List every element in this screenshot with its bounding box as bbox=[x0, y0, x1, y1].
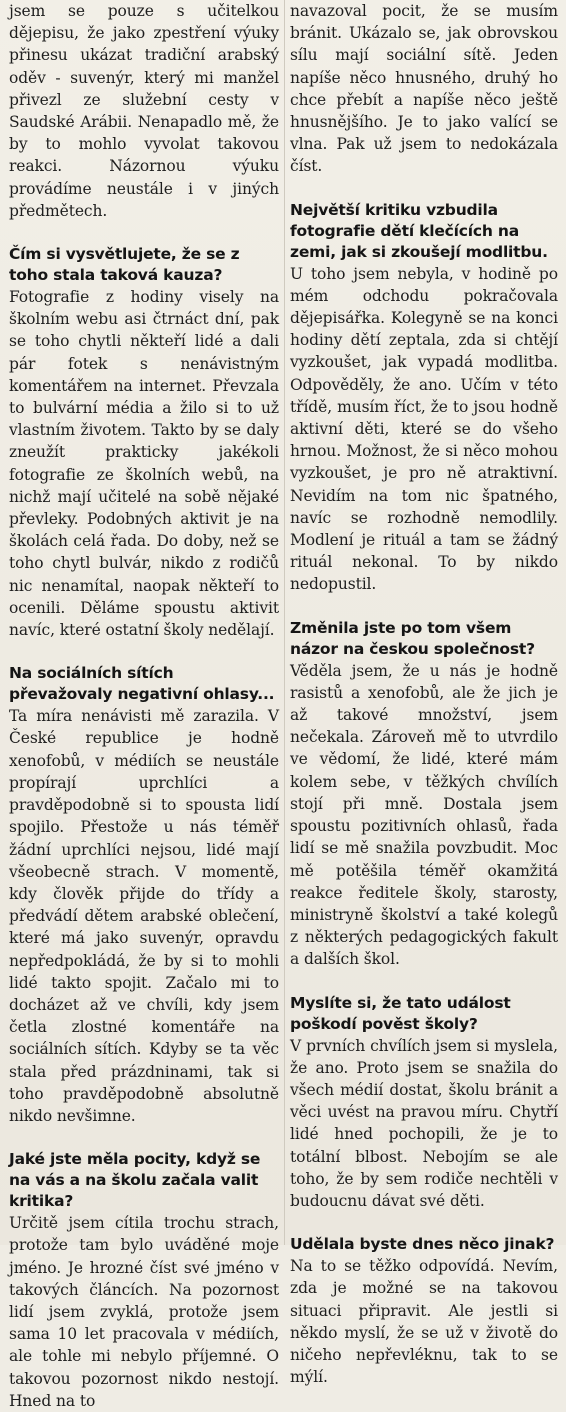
qa-block bbox=[9, 1149, 279, 1412]
answer-text: navazoval pocit, že se musím bránit. Ukázalo se, jak obrovskou sílu mají sociální sítě. Jeden napíše něco hnusného, druhý ho chce přebít a napíše něco ještě hnusnějšího. Je to jako valící se vlna. Pak už jsem to nedokázala číst. bbox=[290, 2, 558, 176]
qa-block bbox=[9, 244, 279, 641]
qa-block bbox=[290, 618, 558, 971]
qa-block bbox=[290, 1234, 558, 1388]
qa-block bbox=[9, 663, 279, 1127]
question-heading: Na sociálních sítích převažovaly negativní ohlasy... bbox=[9, 664, 275, 704]
question-heading: Největší kritiku vzbudila fotografie dětí klečících na zemi, jak si zkoušejí modlitbu. bbox=[290, 200, 548, 261]
left-column bbox=[9, 0, 279, 1410]
answer-text: Ta míra nenávisti mě zarazila. V České republice je hodně xenofobů, v médiích se neustále propírají uprchlíci a pravděpodobně si to spousta lidí spojilo. Přestože u nás téměř žádní uprchlíci nejsou, lidé mají všeobecně strach. V momentě, kdy člověk přijde do třídy a předvádí dětem arabské oblečení, které má jako suvenýr, opravdu nepředpokládá, že by si to mohli lidé takto spojit. Začalo mi to docházet až ve chvíli, kdy jsem četla zlostné komentáře na sociálních sítích. Kdyby se ta věc stala před prázdninami, tak si toho pravděpodobně absolutně nikdo nevšimne. bbox=[9, 707, 279, 1125]
answer-text: Určitě jsem cítila trochu strach, protože tam bylo uváděné moje jméno. Je hrozné číst své jméno v takových článcích. Na pozornost lidí jsem zvyklá, protože jsem sama 10 let pracovala v médiích, ale tohle mi nebylo příjemné. O takovou pozornost nikdo nestojí. Hned na to bbox=[9, 1214, 279, 1410]
right-column bbox=[290, 0, 558, 1387]
column-divider bbox=[284, 0, 285, 1245]
question-heading: Změnila jste po tom všem názor na českou společnost? bbox=[290, 618, 535, 658]
question-heading: Udělala byste dnes něco jinak? bbox=[290, 1235, 555, 1254]
question-heading: Čím si vysvětlujete, že se z toho stala taková kauza? bbox=[9, 245, 240, 285]
answer-text: V prvních chvílích jsem si myslela, že ano. Proto jsem se snažila do všech médií dostat, školu bránit a věci uvést na pravou míru. Chytří lidé hned pochopili, že je to totální blbost. Nebojím se ale toho, že by sem rodiče nechtěli v budoucnu dávat své děti. bbox=[290, 1036, 558, 1210]
qa-block bbox=[290, 993, 558, 1213]
answer-text: Fotografie z hodiny visely na školním webu asi čtrnáct dní, pak se toho chytli někteří lidé a dali pár fotek s nenávistným komentářem na internet. Převzala to bulvární média a žilo si to už vlastním životem. Takto by se daly zneužít prakticky jakékoli fotografie ze školních webů, na nichž mají učitelé na sobě nějaké převleky. Podobných aktivit je na školách celá řada. Do doby, než se toho chytl bulvár, nikdo z rodičů nic nenamítal, naopak někteří to ocenili. Děláme spoustu aktivit navíc, které ostatní školy nedělají. bbox=[9, 288, 279, 640]
answer-text: Na to se těžko odpovídá. Nevím, zda je možné se na takovou situaci připravit. Ale jestli si někdo myslí, že se už v životě do ničeho nepřevléknu, tak to se mýlí. bbox=[290, 1257, 558, 1387]
answer-text: Věděla jsem, že u nás je hodně rasistů a xenofobů, ale že jich je až takové množství, jsem nečekala. Zároveň mě to utvrdilo ve vědomí, že lidé, které mám kolem sebe, v těžkých chvílích stojí při mně. Dostala jsem spoustu pozitivních ohlasů, řada lidí se mě snažila povzbudit. Moc mě potěšila téměř okamžitá reakce ředitele školy, starosty, ministryně školství a také kolegů z některých pedagogických fakult a dalších škol. bbox=[290, 661, 558, 969]
qa-block bbox=[290, 0, 558, 178]
question-heading: Jaké jste měla pocity, když se na vás a na školu začala valit kritika? bbox=[9, 1150, 261, 1211]
qa-block bbox=[9, 0, 279, 222]
answer-text: U toho jsem nebyla, v hodině po mém odchodu pokračovala dějepisářka. Kolegyně se na konci hodiny dětí zeptala, zda si chtějí vyzkoušet, jak vypadá modlitba. Odpověděly, že ano. Učím v této třídě, musím říct, že to jsou hodně aktivní děti, které se do všeho hrnou. Možnost, že si něco mohou vyzkoušet, je pro ně atraktivní. Nevidím na tom nic špatného, navíc se rozhodně nemodlily. Modlení je rituál a tam se žádný rituál nekonal. To by nikdo nedopustil. bbox=[290, 264, 558, 594]
answer-text: jsem se pouze s učitelkou dějepisu, že jako zpestření výuky přinesu ukázat tradiční arabský oděv - suvenýr, který mi manžel přivezl ze služební cesty v Saudské Arábii. Nenapadlo mě, že by to mohlo vyvolat takovou reakci. Názornou výuku provádíme neustále i v jiných předmětech. bbox=[9, 2, 279, 220]
qa-block bbox=[290, 200, 558, 596]
question-heading: Myslíte si, že tato událost poškodí pověst školy? bbox=[290, 993, 511, 1033]
